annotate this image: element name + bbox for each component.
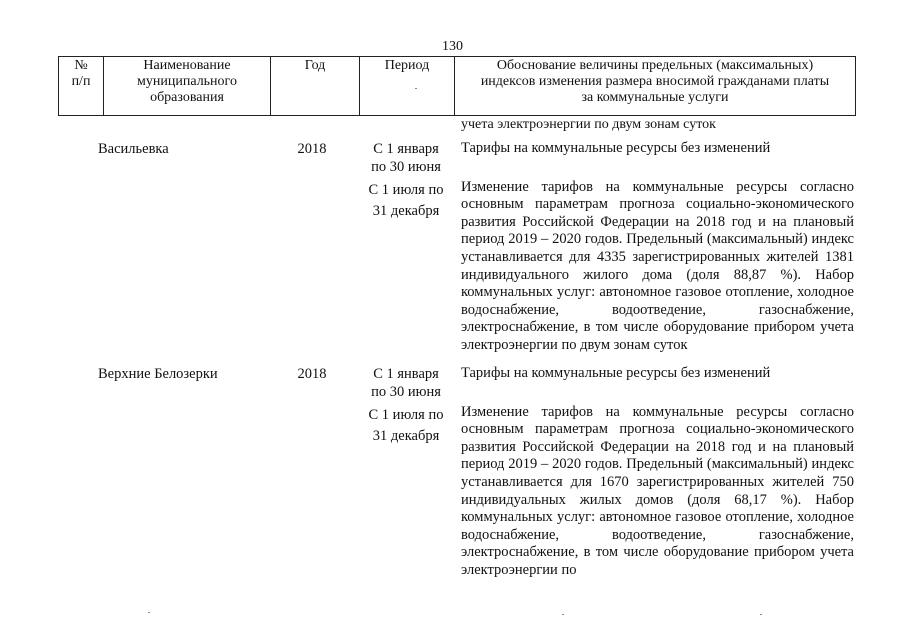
- header-justification-line: индексов изменения размера вносимой гражданами платы: [480, 74, 830, 89]
- municipality-name: Васильевка: [98, 141, 169, 157]
- period-second-half: С 1 июля по 31 декабря: [368, 182, 444, 219]
- header-justification-line: Обоснование величины предельных (максимальных): [496, 58, 814, 73]
- scan-speck: [760, 614, 762, 615]
- header-number-line: п/п: [71, 74, 91, 89]
- justification-cell: [461, 365, 854, 580]
- justification-first-half: Тарифы на коммунальные ресурсы без изменений: [461, 365, 771, 381]
- scan-speck: [415, 88, 417, 89]
- carryover-text: учета электроэнергии по двум зонам суток: [461, 117, 716, 132]
- header-municipality-line: муниципального: [137, 74, 237, 89]
- header-number: [59, 57, 103, 115]
- municipality-name: Верхние Белозерки: [98, 366, 218, 382]
- header-municipality: [103, 57, 270, 115]
- header-justification-line: за коммунальные услуги: [581, 90, 729, 105]
- justification-second-half: Изменение тарифов на коммунальные ресурсы согласно основным параметрам прогноза социально-экономического развития Российской Федерации на 2018 год и на плановый период 2019 – 2020 годов. Предельный (максимальный) индекс устанавливается для 1670 зарегистрированных жителей 750 индивидуальных жилых домов (доля 68,17 %). Набор коммунальных услуг: автономное газовое отопление, холодное водоснабжение, водоотведение, газоснабжение, электроснабжение, в том числе оборудование прибором учета электроэнергии по: [461, 403, 854, 578]
- year-cell: 2018: [297, 366, 327, 382]
- year-cell: 2018: [297, 141, 327, 157]
- justification-first-half: Тарифы на коммунальные ресурсы без изменений: [461, 140, 771, 156]
- period-cell: [364, 365, 448, 447]
- header-justification: [454, 57, 855, 115]
- header-period: [359, 57, 454, 115]
- header-municipality-line: образования: [150, 90, 224, 105]
- justification-cell: [461, 140, 854, 355]
- header-number-line: №: [74, 58, 88, 73]
- page-number: 130: [442, 39, 463, 54]
- period-cell: [364, 140, 448, 222]
- table-header: [58, 56, 856, 116]
- header-year: [270, 57, 359, 115]
- justification-second-half: Изменение тарифов на коммунальные ресурсы согласно основным параметрам прогноза социально-экономического развития Российской Федерации на 2018 год и на плановый период 2019 – 2020 годов. Предельный (максимальный) индекс устанавливается для 4335 зарегистрированных жителей 1381 индивидуального жилого дома (доля 88,87 %). Набор коммунальных услуг: автономное газовое отопление, холодное водоснабжение, водоотведение, газоснабжение, электроснабжение, в том числе оборудование прибором учета электроэнергии по двум зонам суток: [461, 178, 854, 353]
- period-second-half: С 1 июля по 31 декабря: [368, 407, 444, 444]
- period-first-half: С 1 января по 30 июня: [371, 366, 441, 400]
- scan-speck: [562, 614, 564, 615]
- scan-speck: [148, 612, 150, 613]
- header-period-line: Период: [384, 58, 430, 73]
- header-year-line: Год: [304, 58, 326, 73]
- period-first-half: С 1 января по 30 июня: [371, 141, 441, 175]
- header-municipality-line: Наименование: [143, 58, 231, 73]
